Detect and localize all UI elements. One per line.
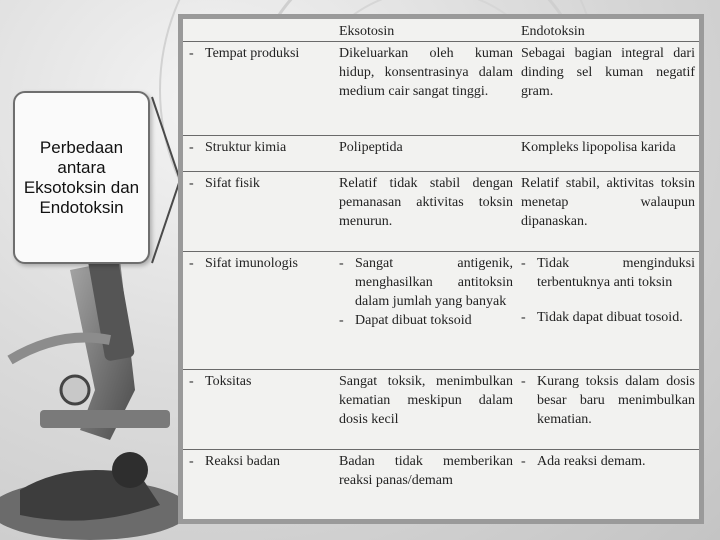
header-blank	[183, 19, 329, 42]
row-label: - Struktur kimia	[183, 136, 329, 172]
endo-cell: Kompleks lipopolisa karida	[517, 136, 699, 172]
comparison-table	[183, 19, 699, 510]
row-label: - Sifat imunologis	[183, 252, 329, 370]
topic-callout	[13, 91, 150, 264]
table-row	[183, 370, 699, 450]
exo-cell: Polipeptida	[329, 136, 517, 172]
exo-cell: Dikeluarkan oleh kuman hidup, konsentrasinya dalam medium cair sangat tinggi.	[339, 46, 513, 99]
row-label: - Sifat fisik	[183, 172, 329, 252]
table-row	[183, 172, 699, 252]
table-row	[183, 42, 699, 136]
exo-cell: Badan tidak memberikan reaksi panas/demam	[329, 450, 517, 510]
exo-cell: Sangat toksik, menimbulkan kematian meskipun dalam dosis kecil	[329, 370, 517, 450]
table-header-row	[183, 19, 699, 42]
microscope-icon	[0, 240, 200, 540]
endo-cell: Sebagai bagian integral dari dinding sel kuman negatif gram.	[521, 46, 695, 99]
endo-cell: Relatif stabil, aktivitas toksin menetap walaupun dipanaskan.	[517, 172, 699, 252]
endo-cell: - Kurang toksis dalam dosis besar baru menimbulkan kematian.	[517, 370, 699, 450]
table-row	[183, 252, 699, 370]
row-label: - Tempat produksi	[189, 46, 300, 61]
endo-cell: - Tidak menginduksi terbentuknya anti toksin - Tidak dapat dibuat tosoid.	[517, 252, 699, 370]
exo-cell: Relatif tidak stabil dengan pemanasan aktivitas toksin menurun.	[329, 172, 517, 252]
table-row	[183, 450, 699, 510]
callout-text: Perbedaan antara Eksotoksin dan Endotoksin	[23, 137, 140, 217]
row-label: - Toksitas	[183, 370, 329, 450]
table-row	[183, 136, 699, 172]
header-eksotoksin: Eksotosin	[339, 24, 395, 39]
endo-cell: - Ada reaksi demam.	[517, 450, 699, 510]
comparison-document	[178, 14, 704, 524]
row-label: - Reaksi badan	[183, 450, 329, 510]
document-page	[183, 19, 699, 519]
exo-cell: - Sangat antigenik, menghasilkan antitoksin dalam jumlah yang banyak - Dapat dibuat toksoid	[329, 252, 517, 370]
header-endotoksin: Endotoksin	[521, 24, 585, 39]
